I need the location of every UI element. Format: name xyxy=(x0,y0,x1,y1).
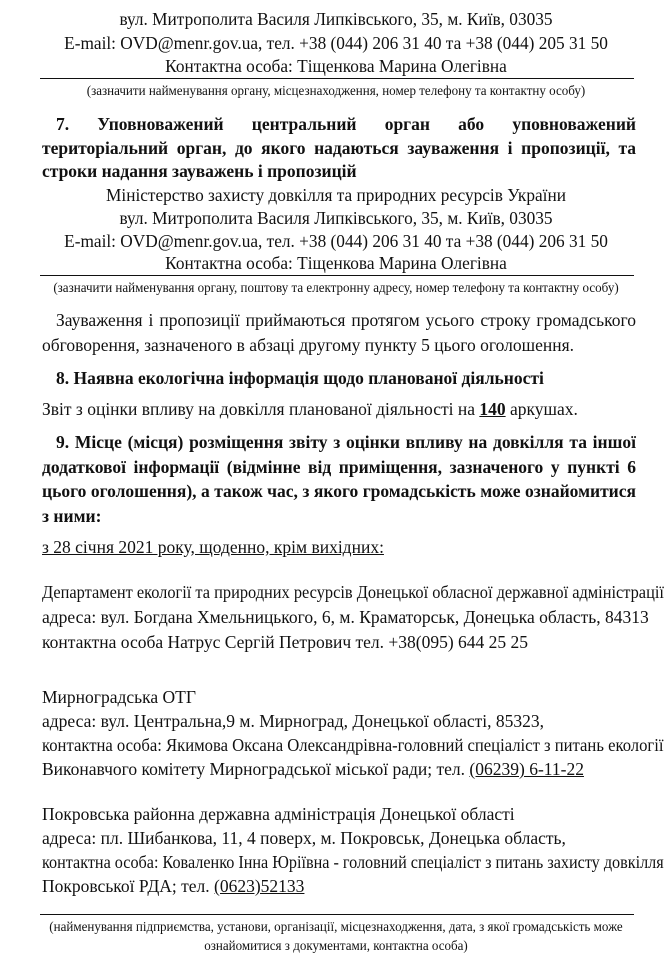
place3-phone-line xyxy=(42,875,304,897)
section8-text-after: аркушах. xyxy=(505,399,578,419)
section8-heading: 8. Наявна екологічна інформація щодо планованої діяльності xyxy=(56,368,544,388)
place1-contact: контактна особа Натрус Сергій Петрович тел. +38(095) 644 25 25 xyxy=(42,632,529,652)
section7-paragraph: Зауваження і пропозиції приймаються протягом усього строку громадського обговорення, зазначеного в абзаці другому пункту 5 цього оголошення. xyxy=(42,310,636,355)
top-address: вул. Митрополита Василя Липківського, 35, м. Київ, 03035 xyxy=(119,9,553,29)
section8-text-before: Звіт з оцінки впливу на довкілля планованої діяльності на xyxy=(42,399,480,419)
top-contact-person: Контактна особа: Тіщенкова Марина Олегівна xyxy=(165,56,507,76)
section7-contact-person: Контактна особа: Тіщенкова Марина Олегівна xyxy=(165,253,507,273)
section9-heading: 9. Місце (місця) розміщення звіту з оцінки впливу на довкілля та іншої додаткової інформації (відмінне від приміщення, зазначеного у пункті 6 цього оголошення), а також час, з якого громадськість може ознайомитися з ними: xyxy=(42,432,636,526)
place1-name: Департамент екології та природних ресурсів Донецької обласної державної адміністрації xyxy=(42,582,664,602)
divider-line xyxy=(40,78,634,79)
section7-email-phone: E-mail: OVD@menr.gov.ua, тел. +38 (044) 206 31 40 та +38 (044) 206 31 50 xyxy=(64,231,608,251)
top-email-phone: E-mail: OVD@menr.gov.ua, тел. +38 (044) 206 31 40 та +38 (044) 205 31 50 xyxy=(64,33,608,53)
place3-name: Покровська районна державна адміністрація Донецької області xyxy=(42,804,515,824)
section9-date-line: з 28 січня 2021 року, щоденно, крім вихідних: xyxy=(42,537,384,557)
section8-text xyxy=(42,398,578,420)
top-note: (зазначити найменування органу, місцезнаходження, номер телефону та контактну особу) xyxy=(86,83,586,98)
place1-address: адреса: вул. Богдана Хмельницького, 6, м. Краматорськ, Донецька область, 84313 xyxy=(42,607,649,627)
place2-name: Мирноградська ОТГ xyxy=(42,687,196,707)
place3-org-text: Покровської РДА; тел. xyxy=(42,876,215,896)
place3-phone: (0623)52133 xyxy=(214,876,305,896)
place3-address: адреса: пл. Шибанкова, 11, 4 поверх, м. Покровськ, Донецька область, xyxy=(42,828,566,848)
divider-line xyxy=(40,275,634,276)
footer-note-line2: ознайомитися з документами, контактна особа) xyxy=(204,938,468,953)
place2-contact: контактна особа: Якимова Оксана Олександрівна-головний спеціаліст з питань екології xyxy=(42,735,664,755)
place2-org-text: Виконавчого комітету Мирноградської міської ради; тел. xyxy=(42,759,470,779)
section7-address: вул. Митрополита Василя Липківського, 35, м. Київ, 03035 xyxy=(119,208,553,228)
place2-phone: (06239) 6-11-22 xyxy=(469,759,584,779)
section7-heading: 7. Уповноважений центральний орган або уповноважений територіальний орган, до якого надаються зауваження і пропозиції, та строки надання зауважень і пропозицій xyxy=(42,114,636,181)
place2-address: адреса: вул. Центральна,9 м. Мирноград, Донецької області, 85323, xyxy=(42,711,544,731)
place3-contact: контактна особа: Коваленко Інна Юріївна - головний спеціаліст з питань захисту довкілля xyxy=(42,852,664,872)
footer-note-line1: (найменування підприємства, установи, організації, місцезнаходження, дата, з якої громадськість може xyxy=(49,919,623,934)
section8-pages-count: 140 xyxy=(479,399,506,419)
section7-org: Міністерство захисту довкілля та природних ресурсів України xyxy=(106,185,566,205)
place2-phone-line xyxy=(42,758,584,780)
section7-note: (зазначити найменування органу, поштову та електронну адресу, номер телефону та контактну особу) xyxy=(53,280,619,295)
divider-line xyxy=(40,914,634,915)
